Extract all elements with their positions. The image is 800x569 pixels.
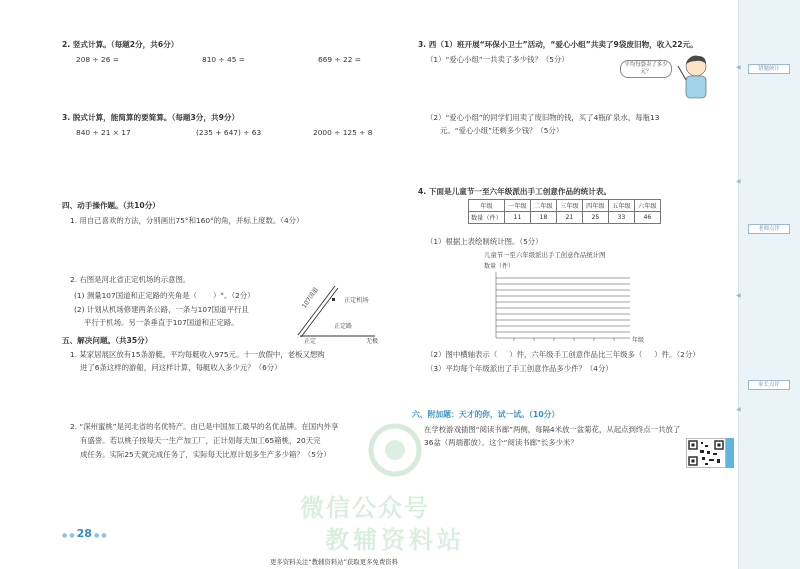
sec6-line2: 36盆（两端都放）。这个“阅读书廊”长多少米？ [424, 438, 578, 447]
table-row-label: 数量（件） [469, 212, 505, 224]
sec5-q2-line3: 成任务。实际25天就完成任务了，实际每天比原计划多生产多少箱？（5分） [80, 450, 331, 459]
right-q4-sub3: （3）平均每个年级派出了手工创意作品多少件？（4分） [426, 364, 613, 373]
right-q3-title: 3. 西（1）班开展“环保小卫士”活动，“爱心小组”共卖了9袋废旧物，收入22元。 [418, 40, 698, 49]
side-label-mistakes: 错题统计 [748, 64, 790, 74]
stats-table [468, 199, 661, 224]
chart-y-label: 数量（件） [484, 263, 515, 270]
right-q4-sub2 [426, 350, 700, 360]
section-5-title: 五、解决问题。（共35分） [62, 336, 153, 345]
chart-title: 儿童节一至六年级派出手工创意作品统计图 [484, 251, 606, 259]
label-zhengding: 正定 [304, 338, 317, 345]
sec5-q1-line2: 进了6条这样的游船，问这样计算，每艇收入多少元？（6分） [80, 363, 282, 372]
label-road-107: 107国道 [300, 286, 321, 310]
sec4-q2a-post: ）°。（2分） [213, 291, 255, 300]
qr-tag [726, 438, 734, 468]
table-cell: 21 [556, 212, 582, 224]
sec6-line1: 在学校游戏插图“阅读书廊”两侧，每隔4米放一盆菊花，从起点到终点一共放了 [424, 425, 681, 434]
strip-arrow-icon: ◀ [736, 64, 741, 71]
table-cell: 33 [608, 212, 634, 224]
side-strip [738, 0, 800, 569]
footer-text: 更多资料关注“教辅资料站”获取更多免费资料 [270, 558, 399, 566]
q2-title: 2. 竖式计算。（每题2分，共6分） [62, 40, 179, 49]
sec5-q1-line1: 1. 某家居展区放有15条游艇，平均每艇收入975元。十一放假中，老板又想购 [70, 350, 325, 359]
sec4-q2: 2. 右图是河北省正定机场的示意图。 [70, 275, 191, 284]
sec5-q2-line1: 2. “深州蜜桃”是河北省的名优特产。由已是中国加工最早的名优品牌。在国内外享 [70, 422, 339, 431]
section-4-title: 四、动手操作题。（共10分） [62, 201, 160, 210]
sec4-q2b-2: 平行于机场。另一条垂直于107国道和正定路。 [84, 318, 239, 327]
label-wuji: 无极 [366, 338, 379, 345]
watermark-line-2: 教辅资料站 [325, 526, 465, 554]
q3-expr-2: (235 + 647) ÷ 63 [196, 128, 262, 137]
right-q4-sub2-pre: （2）图中横轴表示（ [426, 350, 498, 359]
table-cell: 25 [582, 212, 608, 224]
right-q4-sub2-post: ）件。（2分） [654, 350, 700, 359]
table-header-cell: 二年级 [530, 200, 556, 212]
watermark-logo-icon [340, 420, 450, 490]
right-q4-sub1: （1）根据上表绘制统计图。（5分） [426, 237, 543, 246]
table-cell: 18 [530, 212, 556, 224]
sec4-q2a-pre: (1) 测量107国道和正定路的夹角是（ [74, 291, 198, 300]
page-number: ● ● 28 ● ● [62, 527, 107, 540]
label-zhengding-road: 正定路 [334, 323, 353, 330]
qr-code-icon [686, 438, 726, 468]
table-header-cell: 六年级 [634, 200, 660, 212]
table-header-cell: 五年级 [608, 200, 634, 212]
table-cell: 46 [634, 212, 660, 224]
sec4-q1: 1. 用自己喜欢的方法，分别画出75°和160°的角，并标上度数。（4分） [70, 216, 304, 225]
chart-x-label: 年级 [632, 337, 645, 344]
page-number-value: 28 [76, 527, 92, 540]
q3-title: 3. 脱式计算，能简算的要简算。（每题3分，共9分） [62, 113, 240, 122]
watermark-line-1: 微信公众号 [300, 494, 430, 522]
right-q3-sub2-line2: 元。“爱心小组”还剩多少钱？（5分） [440, 126, 564, 135]
speech-bubble: 平均每袋卖了多少元？ [620, 60, 672, 78]
table-header-cell: 年级 [469, 200, 505, 212]
sec5-q2-line2: 有盛誉。若以桃子按每天一生产加工厂，正计划每天加工65箱桃，20天完 [80, 436, 321, 445]
side-label-parent-review: 家长点评 [748, 380, 790, 390]
q2-expr-3: 669 ÷ 22 = [318, 55, 361, 64]
table-header-cell: 三年级 [556, 200, 582, 212]
blank-chart-grid [484, 270, 644, 346]
q2-expr-2: 810 ÷ 45 = [202, 55, 245, 64]
side-label-teacher-review: 老师点评 [748, 224, 790, 234]
sec4-q2a [74, 291, 255, 301]
table-header-cell: 一年级 [504, 200, 530, 212]
right-q4-title: 4. 下面是儿童节一至六年级派出手工创意作品的统计表。 [418, 187, 612, 196]
right-q4-sub2-mid: ）件，六年级手工创意作品比三年级多（ [509, 350, 643, 359]
sec4-q2b-1: (2) 计划从机场修建两条公路，一条与107国道平行且 [74, 305, 249, 314]
strip-arrow-icon: ◀ [736, 292, 741, 299]
table-cell: 11 [504, 212, 530, 224]
airport-marker [332, 298, 335, 301]
boy-illustration-icon [676, 52, 716, 102]
label-airport: 正定机场 [344, 297, 369, 304]
right-q3-sub1: （1）“爱心小组”一共卖了多少钱？（5分） [426, 55, 569, 64]
strip-arrow-icon: ◀ [736, 406, 741, 413]
q3-expr-3: 2000 ÷ 125 ÷ 8 [313, 128, 373, 137]
table-row [469, 200, 661, 212]
section-6-title: 六、附加题：天才的你，试一试。（10分） [412, 410, 560, 419]
q3-expr-1: 840 ÷ 21 × 17 [76, 128, 131, 137]
right-q3-sub2-line1: （2）“爱心小组”的同学们用卖了废旧物的钱，买了4瓶矿泉水，每瓶13 [426, 113, 660, 122]
table-header-cell: 四年级 [582, 200, 608, 212]
strip-arrow-icon: ◀ [736, 178, 741, 185]
table-row [469, 212, 661, 224]
q2-expr-1: 208 ÷ 26 = [76, 55, 119, 64]
